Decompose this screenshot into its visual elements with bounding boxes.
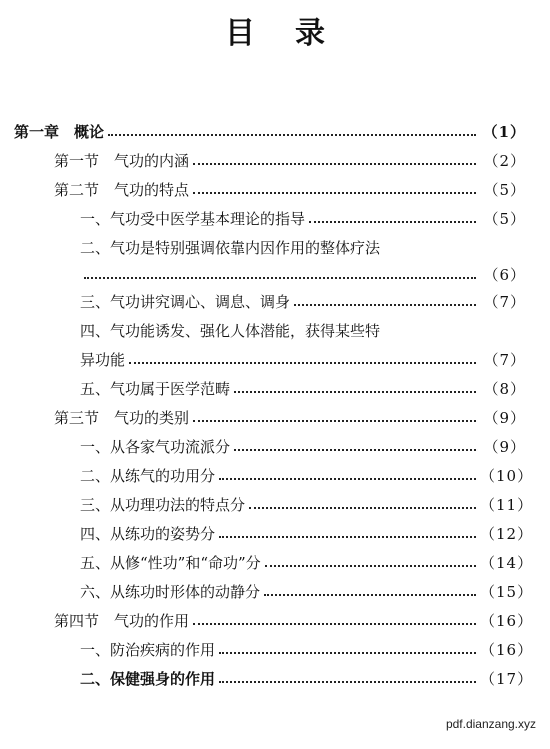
toc-entry-page: （12）	[480, 525, 534, 543]
toc-entry-page: （17）	[480, 670, 534, 688]
toc-entry	[14, 607, 534, 636]
dot-leader	[193, 163, 476, 165]
toc-entry-page: （16）	[480, 641, 534, 659]
dot-leader	[249, 507, 476, 509]
toc-entry-text: 二、保健强身的作用	[80, 670, 216, 688]
toc-entry-text: 第一章 概论	[14, 123, 105, 141]
toc-entry-text: 四、气功能诱发、强化人体潜能，获得某些特	[80, 322, 381, 340]
toc-entry-page: （5）	[483, 181, 526, 199]
toc-entry-page: （1）	[482, 123, 526, 141]
toc-entry-text: 一、防治疾病的作用	[80, 641, 216, 659]
dot-leader	[193, 623, 476, 625]
toc-entry	[14, 317, 526, 346]
toc-entry-continuation	[14, 263, 526, 288]
toc-entry-text: 二、从练气的功用分	[80, 467, 216, 485]
toc-entry-text: 异功能	[80, 351, 126, 369]
dot-leader	[84, 277, 476, 279]
dot-leader	[193, 420, 476, 422]
dot-leader	[219, 536, 476, 538]
dot-leader	[264, 594, 476, 596]
watermark: pdf.dianzang.xyz	[445, 717, 536, 731]
toc-entry-text: 五、气功属于医学范畴	[80, 380, 231, 398]
toc-entry-page: （9）	[483, 438, 526, 456]
toc-entry	[14, 462, 534, 491]
toc-entry-page: （16）	[480, 612, 534, 630]
toc-entry-page: （9）	[483, 409, 526, 427]
toc-entry-page: （15）	[480, 583, 534, 601]
toc-entry	[14, 549, 534, 578]
dot-leader	[219, 681, 476, 683]
toc-entry	[14, 404, 526, 433]
toc-entry	[14, 578, 534, 607]
toc-entry-page: （14）	[480, 554, 534, 572]
toc-entry	[14, 205, 526, 234]
toc-entry-page: （7）	[483, 293, 526, 311]
dot-leader	[108, 134, 476, 136]
toc-entry-text: 一、从各家气功流派分	[80, 438, 231, 456]
toc-entry-page: （2）	[483, 152, 526, 170]
toc-entry-text: 第一节 气功的内涵	[54, 152, 190, 170]
toc-entry-page: （6）	[483, 266, 526, 284]
dot-leader	[129, 362, 476, 364]
toc-entry-text: 第四节 气功的作用	[54, 612, 190, 630]
dot-leader	[234, 449, 476, 451]
dot-leader	[294, 304, 476, 306]
toc-entry-page: （7）	[483, 351, 526, 369]
dot-leader	[234, 391, 476, 393]
dot-leader	[219, 652, 476, 654]
dot-leader	[219, 478, 476, 480]
toc-entry	[14, 234, 526, 263]
toc-entry	[14, 491, 534, 520]
toc-entry-text: 第二节 气功的特点	[54, 181, 190, 199]
toc-entry-text: 三、从功理功法的特点分	[80, 496, 246, 514]
dot-leader	[265, 565, 476, 567]
toc-entry	[14, 665, 534, 694]
toc-entry-text: 三、气功讲究调心、调息、调身	[80, 293, 291, 311]
toc-entry-text: 六、从练功时形体的动静分	[80, 583, 261, 601]
toc-entry-text: 二、气功是特别强调依靠内因作用的整体疗法	[80, 239, 381, 257]
toc-entry-text: 四、从练功的姿势分	[80, 525, 216, 543]
toc-entry	[14, 147, 526, 176]
toc-entry	[14, 433, 526, 462]
toc-entry-continuation	[14, 346, 526, 375]
toc-entry	[14, 520, 534, 549]
toc-entry	[14, 636, 534, 665]
dot-leader	[309, 221, 476, 223]
toc-entry-text: 第三节 气功的类别	[54, 409, 190, 427]
toc-entry	[14, 118, 526, 147]
toc-entry-page: （11）	[480, 496, 534, 514]
toc-entry-text: 五、从修“性功”和“命功”分	[80, 554, 261, 572]
toc-entry-page: （5）	[483, 210, 526, 228]
table-of-contents	[14, 118, 534, 694]
page-title: 目录	[225, 16, 365, 51]
toc-entry-page: （10）	[480, 467, 534, 485]
dot-leader	[193, 192, 476, 194]
toc-entry	[14, 288, 526, 317]
toc-entry-text: 一、气功受中医学基本理论的指导	[80, 210, 306, 228]
toc-entry	[14, 176, 526, 205]
toc-entry	[14, 375, 526, 404]
toc-entry-page: （8）	[483, 380, 526, 398]
